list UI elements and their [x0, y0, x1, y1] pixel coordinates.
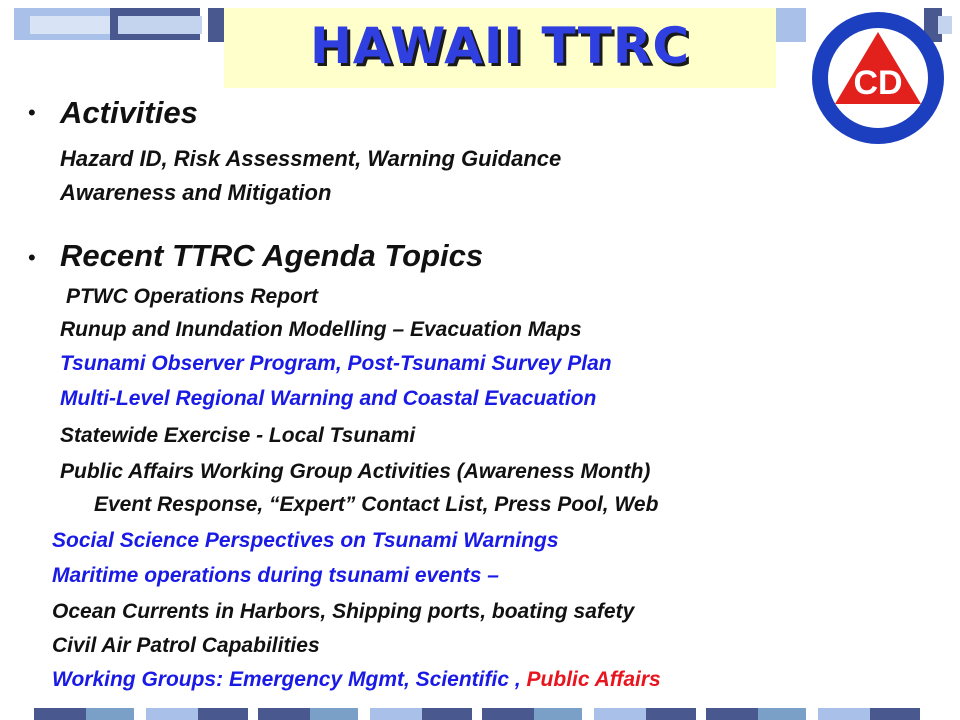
svg-text:CD: CD — [853, 64, 903, 102]
page-title: HAWAII TTRC — [309, 17, 691, 75]
working-groups-prefix: Working Groups: Emergency Mgmt, Scientific , — [52, 668, 521, 691]
agenda-item: Statewide Exercise - Local Tsunami — [60, 424, 416, 447]
bullet-icon: • — [28, 245, 36, 270]
working-groups-highlight: Public Affairs — [526, 668, 661, 691]
agenda-item: Ocean Currents in Harbors, Shipping ports, boating safety — [52, 600, 635, 623]
bottom-decoration — [0, 708, 960, 720]
activities-line: Hazard ID, Risk Assessment, Warning Guidance — [60, 146, 562, 171]
agenda-item: Multi-Level Regional Warning and Coastal Evacuation — [60, 387, 597, 410]
agenda-item: Maritime operations during tsunami events – — [52, 564, 499, 587]
title-banner — [224, 8, 776, 88]
agenda-item: PTWC Operations Report — [66, 285, 319, 308]
agenda-item: Public Affairs Working Group Activities (Awareness Month) — [60, 460, 651, 483]
agenda-heading: Recent TTRC Agenda Topics — [60, 238, 484, 273]
agenda-subitem: Event Response, “Expert” Contact List, Press Pool, Web — [94, 493, 659, 516]
activities-heading: Activities — [60, 95, 198, 130]
agenda-item: Tsunami Observer Program, Post-Tsunami Survey Plan — [60, 352, 612, 375]
agenda-item: Social Science Perspectives on Tsunami Warnings — [52, 529, 559, 552]
agenda-item: Civil Air Patrol Capabilities — [52, 634, 320, 657]
bullet-icon: • — [28, 100, 36, 125]
civil-defense-logo — [808, 8, 948, 148]
agenda-item: Runup and Inundation Modelling – Evacuation Maps — [60, 318, 582, 341]
activities-line: Awareness and Mitigation — [60, 180, 332, 205]
working-groups-line — [52, 668, 661, 692]
